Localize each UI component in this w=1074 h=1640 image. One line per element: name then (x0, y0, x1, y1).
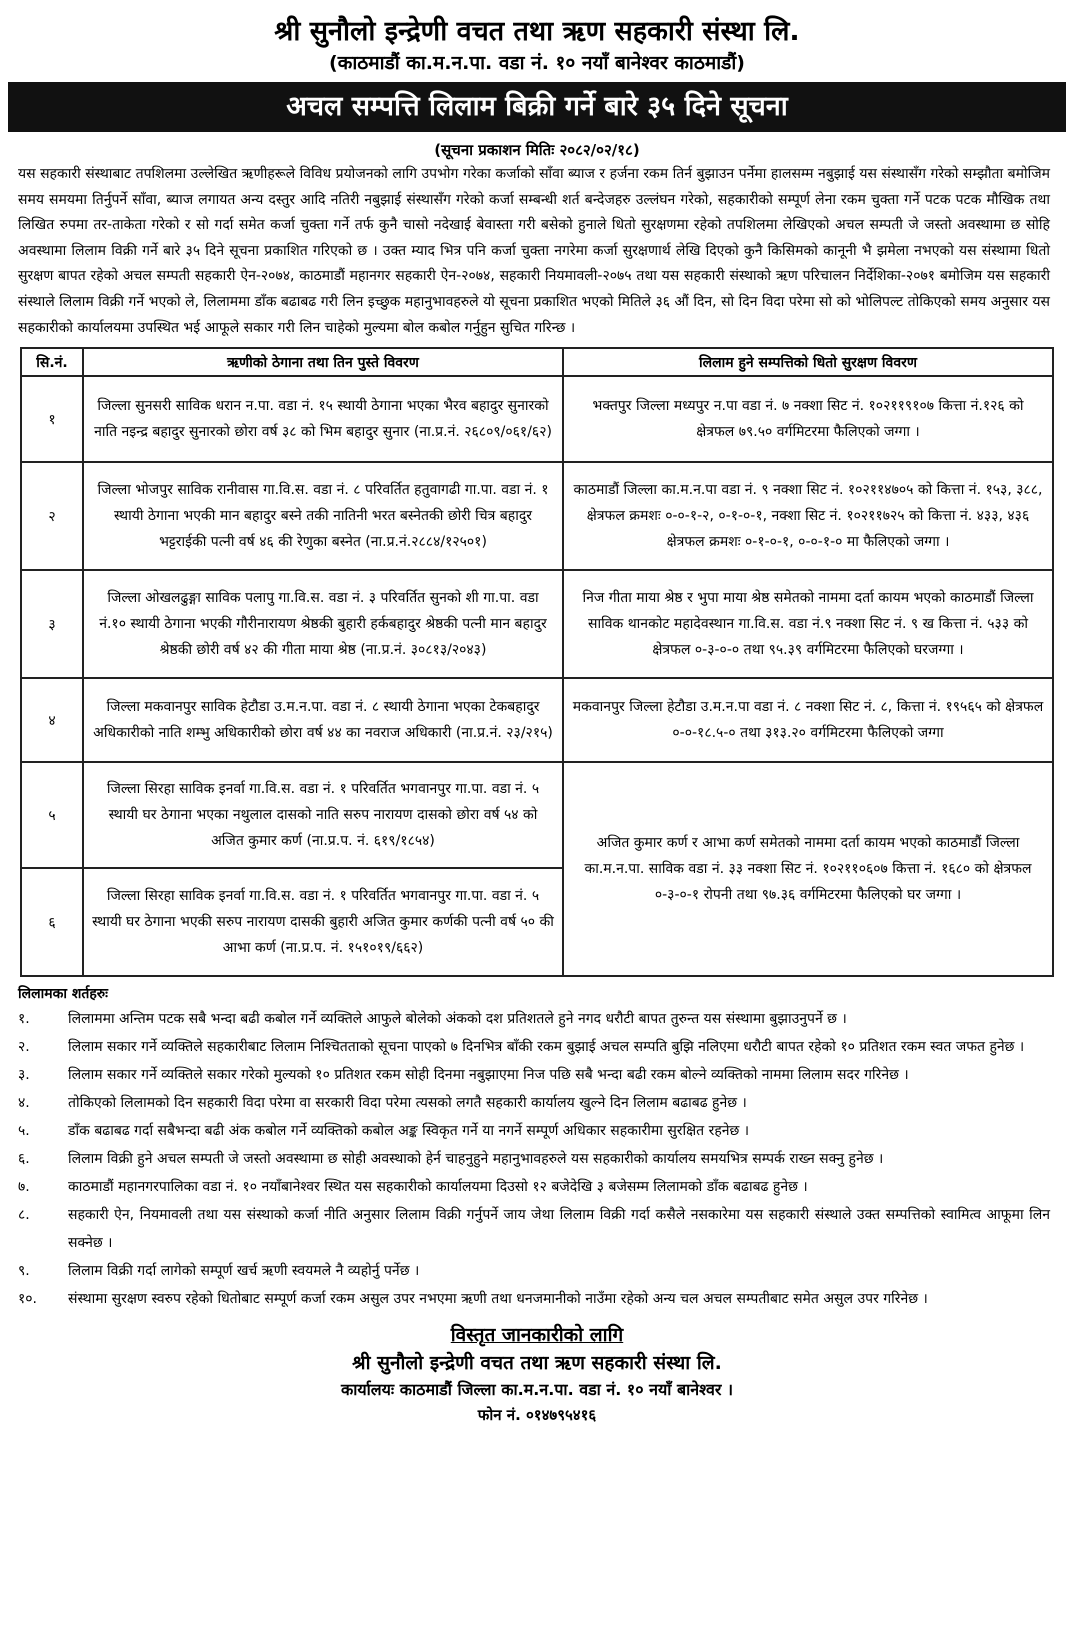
table-row (21, 376, 1053, 462)
property-details: काठमाडौं जिल्ला का.म.न.पा वडा नं. ९ नक्शा सिट नं. १०२११४७०५ को कित्ता नं. १५३, ३८८, क्षेत्रफल क्रमशः ०-०-१-२, ०-१-०-१, नक्शा सिट नं. १०२११७२५ को कित्ता नं. ४३३, ४३६ क्षेत्रफल क्रमशः ०-१-०-१, ०-०-१-० मा फैलिएको जग्गा । (563, 462, 1053, 570)
borrower-details: जिल्ला ओखलढुङ्गा साविक पलापु गा.वि.स. वडा नं. ३ परिवर्तित सुनको शी गा.पा. वडा नं.१० स्थायी ठेगाना भएकी गौरीनारायण श्रेष्ठकी बुहारी हर्कबहादुर श्रेष्ठकी पत्नी मान बहादुर श्रेष्ठकी छोरी वर्ष ४२ की गीता माया श्रेष्ठ (ना.प्र.नं. ३०८१३/२०४३) (83, 570, 563, 678)
term-text: सहकारी ऐन, नियमावली तथा यस संस्थाको कर्जा नीति अनुसार लिलाम विक्री गर्नुपर्ने जाय जेथा लिलाम विक्री गर्दा कसैले नसकारेमा यस सहकारी संस्थाले उक्त सम्पत्तिको स्वामित्व आफूमा लिन सक्नेछ । (68, 1207, 1050, 1252)
term-number: १. (18, 1011, 30, 1028)
footer-office-address: कार्यालयः काठमाडौं जिल्ला का.म.न.पा. वडा नं. १० नयाँ बानेश्वर । (340, 1380, 734, 1400)
property-details: निज गीता माया श्रेष्ठ र भुपा माया श्रेष्ठ समेतको नाममा दर्ता कायम भएको काठमाडौं जिल्ला साविक थानकोट महादेवस्थान गा.वि.स. वडा नं.९ नक्शा सिट नं. ९ ख कित्ता नं. ५३३ को क्षेत्रफल ०-३-०-० तथा ९५.३९ वर्गमिटरमा फैलिएको घरजग्गा । (563, 570, 1053, 678)
table-row (21, 570, 1053, 678)
borrower-details: जिल्ला सिरहा साविक इनर्वा गा.वि.स. वडा नं. १ परिवर्तित भगवानपुर गा.पा. वडा नं. ५ स्थायी घर ठेगाना भएकी सरुप नारायण दासकी बुहारी अजित कुमार कर्णकी पत्नी वर्ष ५० की आभा कर्ण (ना.प्र.प. नं. १५१०१९/६६२) (83, 868, 563, 976)
term-number: ६. (18, 1151, 30, 1168)
term-text: संस्थामा सुरक्षण स्वरुप रहेको धितोबाट सम्पूर्ण कर्जा रकम असुल उपर नभएमा ऋणी तथा धनजमानीको नाउँमा रहेको अन्य चल अचल सम्पतीबाट समेत असुल उपर गरिनेछ । (68, 1291, 928, 1308)
term-text: लिलाम सकार गर्ने व्यक्तिले सहकारीबाट लिलाम निश्चितताको सूचना पाएको ७ दिनभित्र बाँकी रकम बुझाई अचल सम्पति बुझि नलिएमा धरौटी बापत रहेको १० प्रतिशत रकम स्वत जफत हुनेछ । (68, 1039, 1025, 1056)
term-item (18, 1033, 1050, 1061)
table-header-row (21, 348, 1053, 376)
term-item (18, 1145, 1050, 1173)
terms-heading: लिलामका शर्तहरुः (18, 986, 108, 1003)
property-details: भक्तपुर जिल्ला मध्यपुर न.पा वडा नं. ७ नक्शा सिट नं. १०२११९१०७ कित्ता नं.१२६ को क्षेत्रफल ७९.५० वर्गमिटरमा फैलिएको जग्गा । (563, 376, 1053, 462)
term-text: तोकिएको लिलामको दिन सहकारी विदा परेमा वा सरकारी विदा परेमा त्यसको लगतै सहकारी कार्यालय खुल्ने दिन लिलाम बढाबढ हुनेछ । (68, 1095, 747, 1112)
footer-more-info: विस्तृत जानकारीको लागि (450, 1324, 624, 1347)
footer-organization-name: श्री सुनौलो इन्द्रेणी वचत तथा ऋण सहकारी संस्था लि. (352, 1352, 722, 1375)
notice-title-banner: अचल सम्पत्ति लिलाम बिक्री गर्ने बारे ३५ दिने सूचना (8, 82, 1066, 132)
term-text: काठमाडौं महानगरपालिका वडा नं. १० नयाँबानेश्वर स्थित यस सहकारीको कार्यालयमा दिउसो १२ बजेदेखि ३ बजेसम्म लिलामको डाँक बढाबढ हुनेछ । (68, 1179, 808, 1196)
header-serial-number: सि.नं. (21, 348, 83, 376)
organization-name: श्री सुनौलो इन्द्रेणी वचत तथा ऋण सहकारी संस्था लि. (274, 16, 800, 47)
term-number: ९. (18, 1263, 30, 1280)
property-details: अजित कुमार कर्ण र आभा कर्ण समेतको नाममा दर्ता कायम भएको काठमाडौं जिल्ला का.म.न.पा. साविक वडा नं. ३३ नक्शा सिट नं. १०२११०६०७ कित्ता नं. १६८० को क्षेत्रफल ०-३-०-१ रोपनी तथा ९७.३६ वर्गमिटरमा फैलिएको घर जग्गा । (563, 762, 1053, 976)
publication-date: (सूचना प्रकाशन मितिः २०८२/०२/१८) (434, 141, 640, 159)
borrower-details: जिल्ला भोजपुर साविक रानीवास गा.वि.स. वडा नं. ८ परिवर्तित हतुवागढी गा.पा. वडा नं. १ स्थायी ठेगाना भएकी मान बहादुर बस्ने तकी नातिनी भरत बस्नेतकी छोरी चित्र बहादुर भट्टराईकी पत्नी वर्ष ४६ की रेणुका बस्नेत (ना.प्र.नं.२८८४/१२५०१) (83, 462, 563, 570)
term-text: डाँक बढाबढ गर्दा सबैभन्दा बढी अंक कबोल गर्ने व्यक्तिको कबोल अङ्क स्विकृत गर्ने या नगर्ने सम्पूर्ण अधिकार सहकारीमा सुरक्षित रहनेछ । (68, 1123, 750, 1140)
row-serial-number: ५ (21, 762, 83, 868)
footer-phone: फोन नं. ०१४७९५४१६ (477, 1406, 597, 1425)
term-item (18, 1173, 1050, 1201)
term-item (18, 1257, 1050, 1285)
borrower-details: जिल्ला मकवानपुर साविक हेटौडा उ.म.न.पा. वडा नं. ८ स्थायी ठेगाना भएका टेकबहादुर अधिकारीको नाति शम्भु अधिकारीको छोरा वर्ष ४४ का नवराज अधिकारी (ना.प्र.नं. २३/२१५) (83, 678, 563, 762)
term-number: ७. (18, 1179, 30, 1196)
term-text: लिलाम सकार गर्ने व्यक्तिले सकार गरेको मुल्यको १० प्रतिशत रकम सोही दिनमा नबुझाएमा निज पछि सबै भन्दा बढी रकम बोल्ने व्यक्तिको नाममा लिलाम सदर गरिनेछ । (68, 1067, 909, 1084)
borrower-details: जिल्ला सुनसरी साविक धरान न.पा. वडा नं. १५ स्थायी ठेगाना भएका भैरव बहादुर सुनारको नाति नइन्द्र बहादुर सुनारको छोरा वर्ष ३८ को भिम बहादुर सुनार (ना.प्र.नं. २६८०९/०६१/६२) (83, 376, 563, 462)
contact-footer (0, 1321, 1074, 1427)
organization-address: (काठमाडौं का.म.न.पा. वडा नं. १० नयाँ बानेश्वर काठमाडौं) (329, 52, 745, 74)
table-row (21, 462, 1053, 570)
header-property-details: लिलाम हुने सम्पत्तिको धितो सुरक्षण विवरण (563, 348, 1053, 376)
auction-terms (18, 983, 1050, 1313)
term-number: २. (18, 1039, 30, 1056)
row-serial-number: ६ (21, 868, 83, 976)
row-serial-number: ४ (21, 678, 83, 762)
term-item (18, 1005, 1050, 1033)
term-item (18, 1201, 1050, 1257)
term-number: ३. (18, 1067, 30, 1084)
property-details: मकवानपुर जिल्ला हेटौडा उ.म.न.पा वडा नं. ८ नक्शा सिट नं. ८, कित्ता नं. १९५६५ को क्षेत्रफल ०-०-१८.५-० तथा ३१३.२० वर्गमिटरमा फैलिएको जग्गा (563, 678, 1053, 762)
term-item (18, 1117, 1050, 1145)
table-row (21, 762, 1053, 868)
term-item (18, 1061, 1050, 1089)
row-serial-number: ३ (21, 570, 83, 678)
term-number: ८. (18, 1207, 30, 1224)
term-text: लिलाम विक्री गर्दा लागेको सम्पूर्ण खर्च ऋणी स्वयमले नै व्यहोर्नु पर्नेछ । (68, 1263, 420, 1280)
term-item (18, 1285, 1050, 1313)
term-text: लिलाममा अन्तिम पटक सबै भन्दा बढी कबोल गर्ने व्यक्तिले आफुले बोलेको अंकको दश प्रतिशतले हुने नगद धरौटी बापत तुरुन्त यस संस्थामा बुझाउनुपर्ने छ । (68, 1011, 847, 1028)
term-text: लिलाम विक्री हुने अचल सम्पती जे जस्तो अवस्थामा छ सोही अवस्थाको हेर्न चाहनुहुने महानुभावहरुले यस सहकारीको कार्यालय समयभित्र सम्पर्क राख्न सक्नु हुनेछ । (68, 1151, 884, 1168)
header-borrower-details: ऋणीको ठेगाना तथा तिन पुस्ते विवरण (83, 348, 563, 376)
borrower-details: जिल्ला सिरहा साविक इनर्वा गा.वि.स. वडा नं. १ परिवर्तित भगवानपुर गा.पा. वडा नं. ५ स्थायी घर ठेगाना भएका नथुलाल दासको नाति सरुप नारायण दासको छोरा वर्ष ५४ को अजित कुमार कर्ण (ना.प्र.प. नं. ६१९/१८५४) (83, 762, 563, 868)
header (0, 0, 1074, 76)
row-serial-number: १ (21, 376, 83, 462)
row-serial-number: २ (21, 462, 83, 570)
auction-items-table (20, 347, 1054, 977)
intro-paragraph: यस सहकारी संस्थाबाट तपशिलमा उल्लेखित ऋणीहरूले विविध प्रयोजनको लागि उपभोग गरेका कर्जाको साँवा ब्याज र हर्जना रकम तिर्न बुझाउन पर्नेमा हालसम्म नबुझाई यस संस्थासँग गरेको सम्झौता बमोजिम समय समयमा तिर्नुपर्ने साँवा, ब्याज लगायत अन्य दस्तुर आदि नतिरी नबुझाई संस्थासँग गरेको कर्जा सम्बन्धी शर्त बन्देजहरु उल्लंघन गरेको, सहकारीको सम्पूर्ण लेना रकम चुक्ता गर्ने पटक पटक मौखिक तथा लिखित रुपमा तर-ताकेता गरेको र सो गर्दा समेत कर्जा चुक्ता गर्ने तर्फ कुनै चासो नदेखाई बेवास्ता गरी बसेको हुनाले धितो सुरक्षणमा रहेको तपशिलमा लेखिएको अचल सम्पती जे जस्तो अवस्थामा छ सोहि अवस्थामा लिलाम विक्री गर्ने बारे ३५ दिने सूचना प्रकाशित गरिएको छ । उक्त म्याद भित्र पनि कर्जा चुक्ता नगरेमा कर्जा सुरक्षणार्थ लेखि दिएको कुनै किसिमको कानूनी भै झमेला नभएको यस संस्थामा धितो सुरक्षण बापत रहेको अचल सम्पती सहकारी ऐन-२०७४, काठमाडौं महानगर सहकारी ऐन-२०७४, सहकारी नियमावली-२०७५ तथा यस सहकारी संस्थाको ऋण परिचालन निर्देशिका-२०७१ बमोजिम यस सहकारी संस्थाले लिलाम विक्री गर्ने भएको ले, लिलाममा डाँक बढाबढ गरी लिन इच्छुक महानुभावहरुले यो सूचना प्रकाशित भएको मितिले ३६ औं दिन, सो दिन विदा परेमा सो को भोलिपल्ट तोकिएको समय अनुसार यस सहकारीको कार्यालयमा उपस्थित भई आफूले सकार गरी लिन चाहेको मुल्यमा बोल कबोल गर्नुहुन सुचित गरिन्छ । (18, 166, 1050, 336)
term-item (18, 1089, 1050, 1117)
term-number: ४. (18, 1095, 30, 1112)
term-number: १०. (18, 1291, 38, 1308)
table-row (21, 678, 1053, 762)
term-number: ५. (18, 1123, 30, 1140)
